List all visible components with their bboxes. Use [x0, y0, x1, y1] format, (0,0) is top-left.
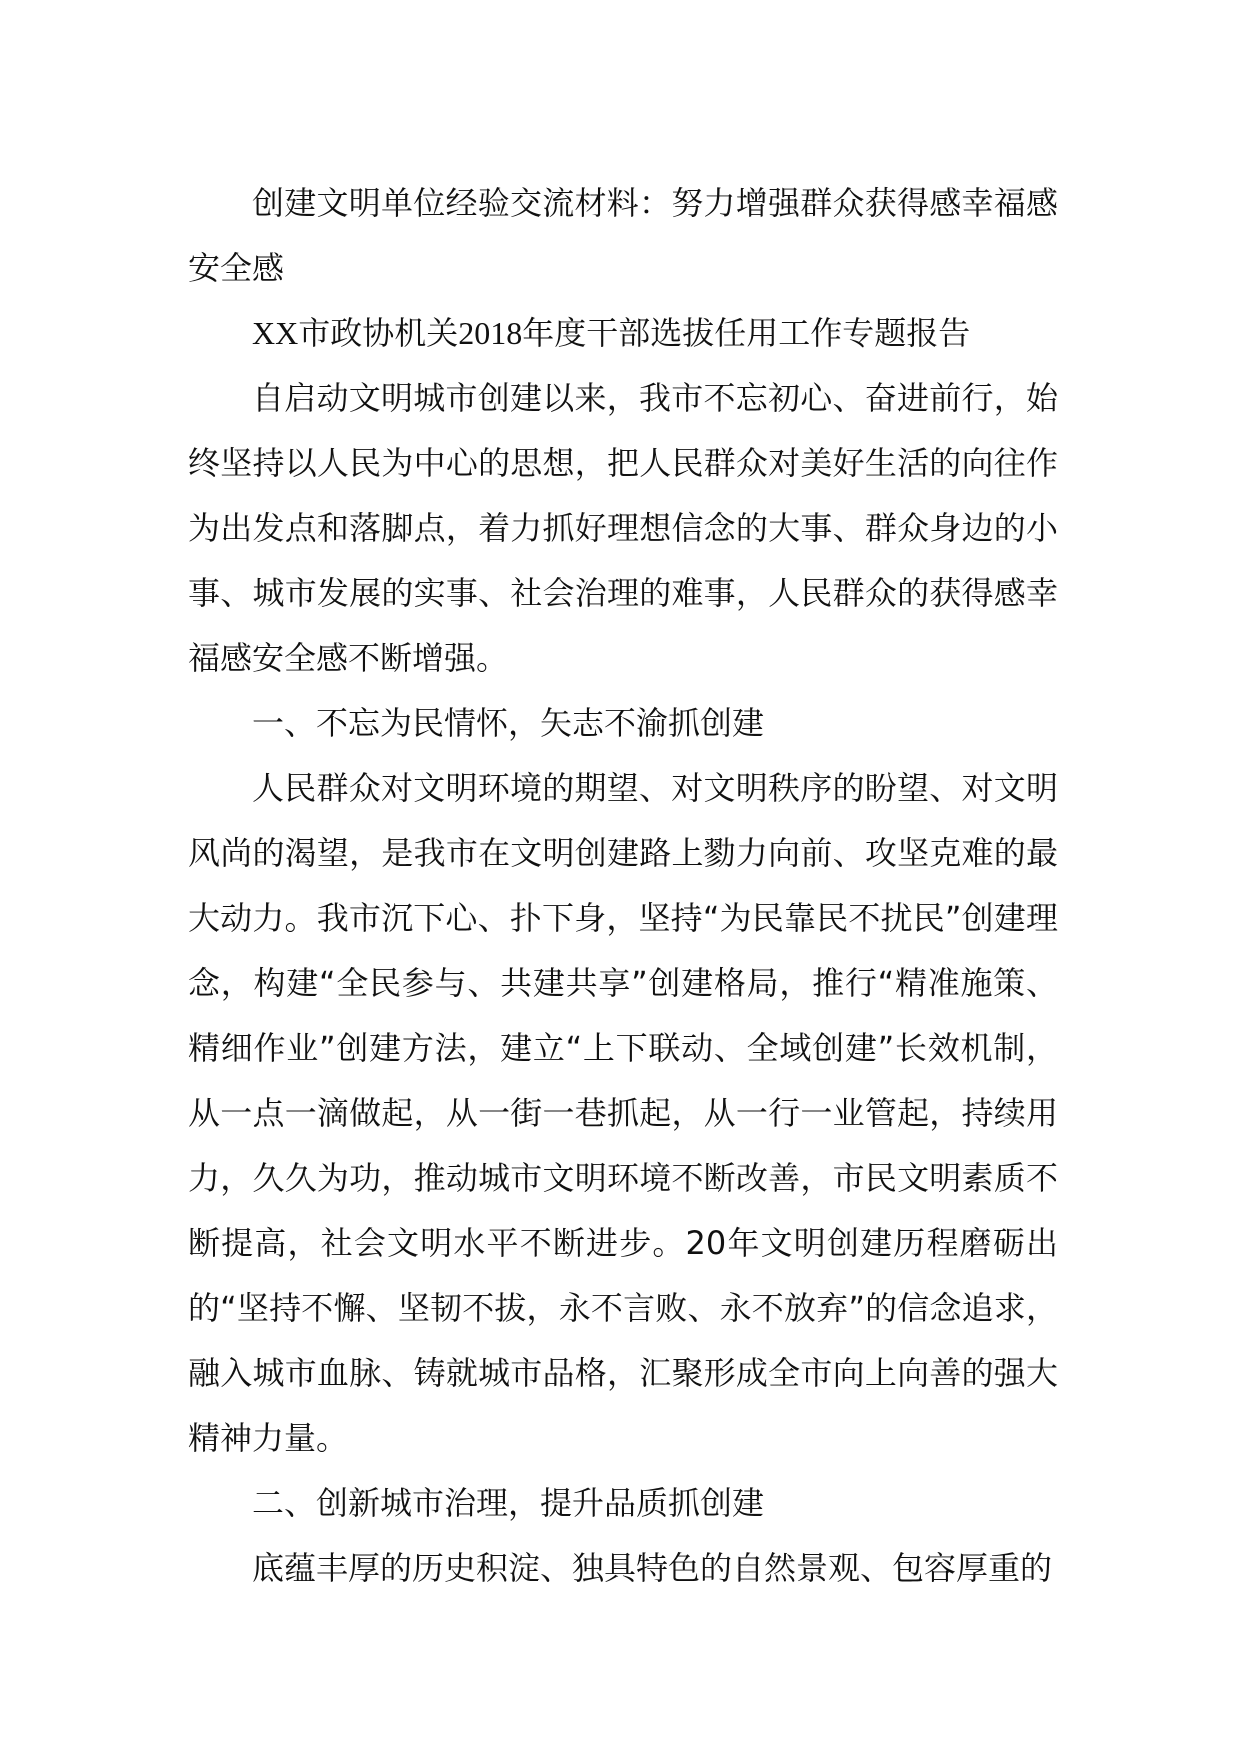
section-2-paragraph: 底蕴丰厚的历史积淀、独具特色的自然景观、包容厚重的	[252, 1549, 1053, 1587]
section-1-paragraph: 人民群众对文明环境的期望、对文明秩序的盼望、对文明风尚的渴望，是我市在文明创建路上勠力向前、攻坚克难的最大动力。我市沉下心、扑下身，坚持“为民靠民不扰民”创建理念，构建“全民参与、共建共享”创建格局，推行“精准施策、精细作业”创建方法，建立“上下联动、全域创建”长效机制，从一点一滴做起，从一街一巷抓起，从一行一业管起，持续用力，久久为功，推动城市文明环境不断改善，市民文明素质不断提高，社会文明水平不断进步。20年文明创建历程磨砺出的“坚持不懈、坚韧不拔，永不言败、永不放弃”的信念追求，融入城市血脉、铸就城市品格，汇聚形成全市向上向善的强大精神力量。	[188, 769, 1058, 1457]
section-heading-1: 一、不忘为民情怀，矢志不渝抓创建	[252, 704, 765, 742]
document-title: 创建文明单位经验交流材料：努力增强群众获得感幸福感安全感	[188, 184, 1058, 287]
section-heading-2: 二、创新城市治理，提升品质抓创建	[252, 1484, 765, 1522]
intro-paragraph: 自启动文明城市创建以来，我市不忘初心、奋进前行，始终坚持以人民为中心的思想，把人民群众对美好生活的向往作为出发点和落脚点，着力抓好理想信念的大事、群众身边的小事、城市发展的实事、社会治理的难事，人民群众的获得感幸福感安全感不断增强。	[188, 379, 1058, 677]
document-body	[188, 171, 1058, 1601]
document-subtitle: XX市政协机关2018年度干部选拔任用工作专题报告	[252, 315, 971, 351]
